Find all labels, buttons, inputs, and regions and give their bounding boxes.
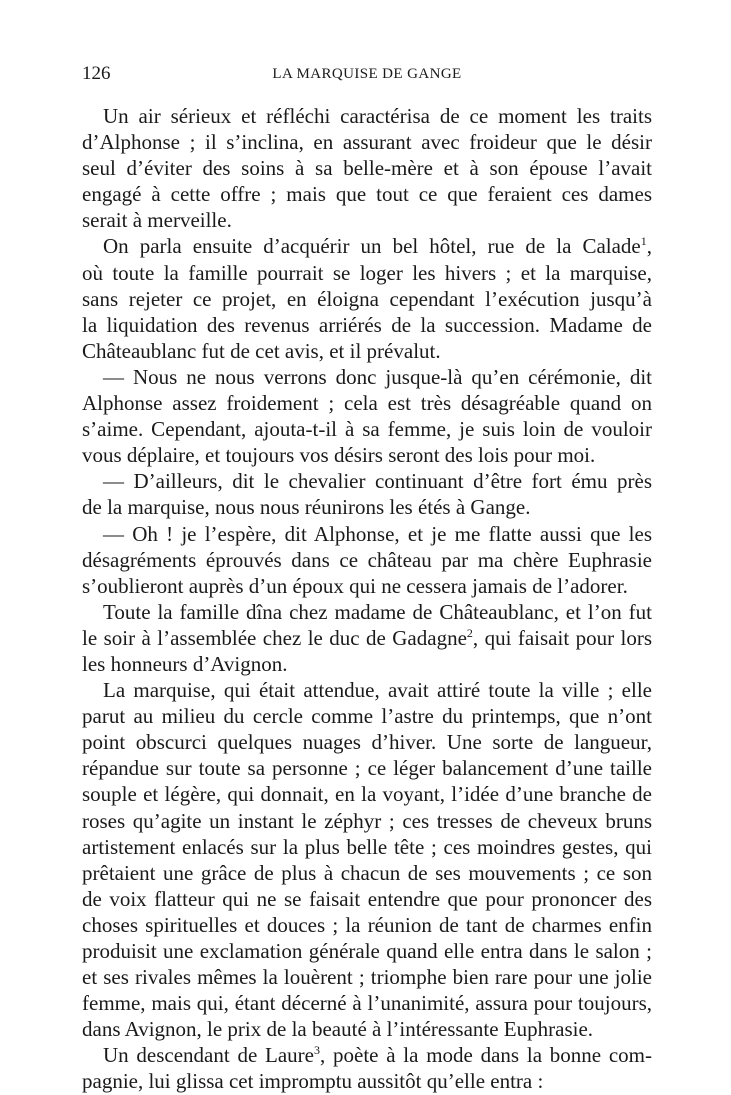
- text-fragment: , qui faisait pour lors: [472, 625, 652, 650]
- text-fragment: On parla ensuite d’acquérir un bel hôtel, rue de la Calade: [103, 234, 641, 259]
- text-line: de voix flatteur qui ne se faisait entendre que pour prononcer des: [82, 886, 652, 911]
- text-line: serait à merveille.: [82, 208, 232, 233]
- text-line: la liquidation des revenus arriérés de la succession. Madame de: [82, 312, 652, 337]
- text-line: — Nous ne nous verrons donc jusque-là qu’en cérémonie, dit: [103, 364, 652, 389]
- paragraph: [82, 521, 652, 599]
- text-line: souple et légère, qui donnait, en la voyant, l’idée d’une branche de: [82, 782, 652, 807]
- text-line: désagréments éprouvés dans ce château par ma chère Euphrasie: [82, 547, 652, 572]
- text-line: [82, 233, 652, 259]
- text-line: Toute la famille dîna chez madame de Châteaublanc, et l’on fut: [103, 599, 652, 624]
- text-line: où toute la famille pourrait se loger les hivers ; et la marquise,: [82, 260, 652, 285]
- running-title: LA MARQUISE DE GANGE: [272, 66, 462, 82]
- text-line: [82, 625, 652, 651]
- footnote-ref[interactable]: 1: [640, 234, 647, 249]
- text-line: sans rejeter ce projet, en éloigna cependant l’exécution jusqu’à: [82, 286, 652, 311]
- text-line: choses spirituelles et douces ; la réunion de tant de charmes enfin: [82, 912, 652, 937]
- text-line: vous déplaire, et toujours vos désirs seront des lois pour moi.: [82, 443, 596, 468]
- text-line: — Oh ! je l’espère, dit Alphonse, et je me flatte aussi que les: [103, 521, 652, 546]
- text-line: femme, mais qui, étant décerné à l’unanimité, assura pour toujours,: [82, 991, 652, 1016]
- text-line: artistement enlacés sur la plus belle tête ; ces moindres gestes, qui: [82, 834, 652, 859]
- text-line: les honneurs d’Avignon.: [82, 651, 288, 676]
- text-line: La marquise, qui était attendue, avait attiré toute la ville ; elle: [103, 678, 652, 703]
- text-line: de la marquise, nous nous réunirons les étés à Gange.: [82, 495, 531, 520]
- text-line: Un air sérieux et réfléchi caractérisa de ce moment les traits: [103, 104, 652, 128]
- text-line: Alphonse assez froidement ; cela est très désagréable quand on: [82, 391, 652, 416]
- paragraph: [82, 677, 652, 1042]
- body-text: [82, 103, 652, 1095]
- text-line: répandue sur toute sa personne ; ce léger balancement d’une taille: [82, 756, 652, 781]
- text-line: — D’ailleurs, dit le chevalier continuant d’être fort ému près: [103, 469, 652, 494]
- text-line: pagnie, lui glissa cet impromptu aussitôt qu’elle entra :: [82, 1069, 544, 1094]
- text-line: produisit une exclamation générale quand elle entra dans le salon ;: [82, 939, 652, 963]
- text-fragment: ,: [646, 234, 652, 259]
- paragraph: [82, 233, 652, 363]
- page-number: 126: [82, 63, 111, 84]
- text-line: engagé à cette offre ; mais que tout ce que feraient ces dames: [82, 182, 652, 207]
- footnote-ref[interactable]: 3: [314, 1043, 320, 1058]
- text-fragment: le soir à l’assemblée chez le duc de Gadagne: [82, 625, 467, 650]
- text-line: seul d’éviter des soins à sa belle-mère et à son épouse l’avait: [82, 156, 652, 181]
- text-line: dans Avignon, le prix de la beauté à l’intéressante Euphrasie.: [82, 1017, 594, 1042]
- running-head: [82, 62, 652, 86]
- footnote-ref[interactable]: 2: [466, 625, 473, 640]
- text-line: Châteaublanc fut de cet avis, et il prévalut.: [82, 338, 441, 363]
- paragraph: [82, 1042, 652, 1094]
- text-line: roses qu’agite un instant le zéphyr ; ces tresses de cheveux bruns: [82, 808, 652, 833]
- text-line: et ses rivales mêmes la louèrent ; triomphe bien rare pour une jolie: [82, 965, 652, 990]
- paragraph: [82, 364, 652, 468]
- text-fragment: , poète à la mode dans la bonne com-: [320, 1043, 652, 1068]
- paragraph: [82, 599, 652, 677]
- paragraph: [82, 103, 652, 233]
- text-line: s’oublieront auprès d’un époux qui ne cessera jamais de l’adorer.: [82, 573, 628, 598]
- paragraph: [82, 468, 652, 520]
- text-line: parut au milieu du cercle comme l’astre du printemps, que n’ont: [82, 704, 652, 729]
- text-line: s’aime. Cependant, ajouta-t-il à sa femme, je suis loin de vouloir: [82, 417, 652, 442]
- text-line: point obscurci quelques nuages d’hiver. Une sorte de langueur,: [82, 730, 652, 755]
- text-line: prêtaient une grâce de plus à chacun de ses mouvements ; ce son: [82, 860, 652, 885]
- text-fragment: Un descendant de Laure: [103, 1043, 314, 1068]
- text-line: d’Alphonse ; il s’inclina, en assurant avec froideur que le désir: [82, 130, 652, 155]
- text-line: [82, 1042, 652, 1068]
